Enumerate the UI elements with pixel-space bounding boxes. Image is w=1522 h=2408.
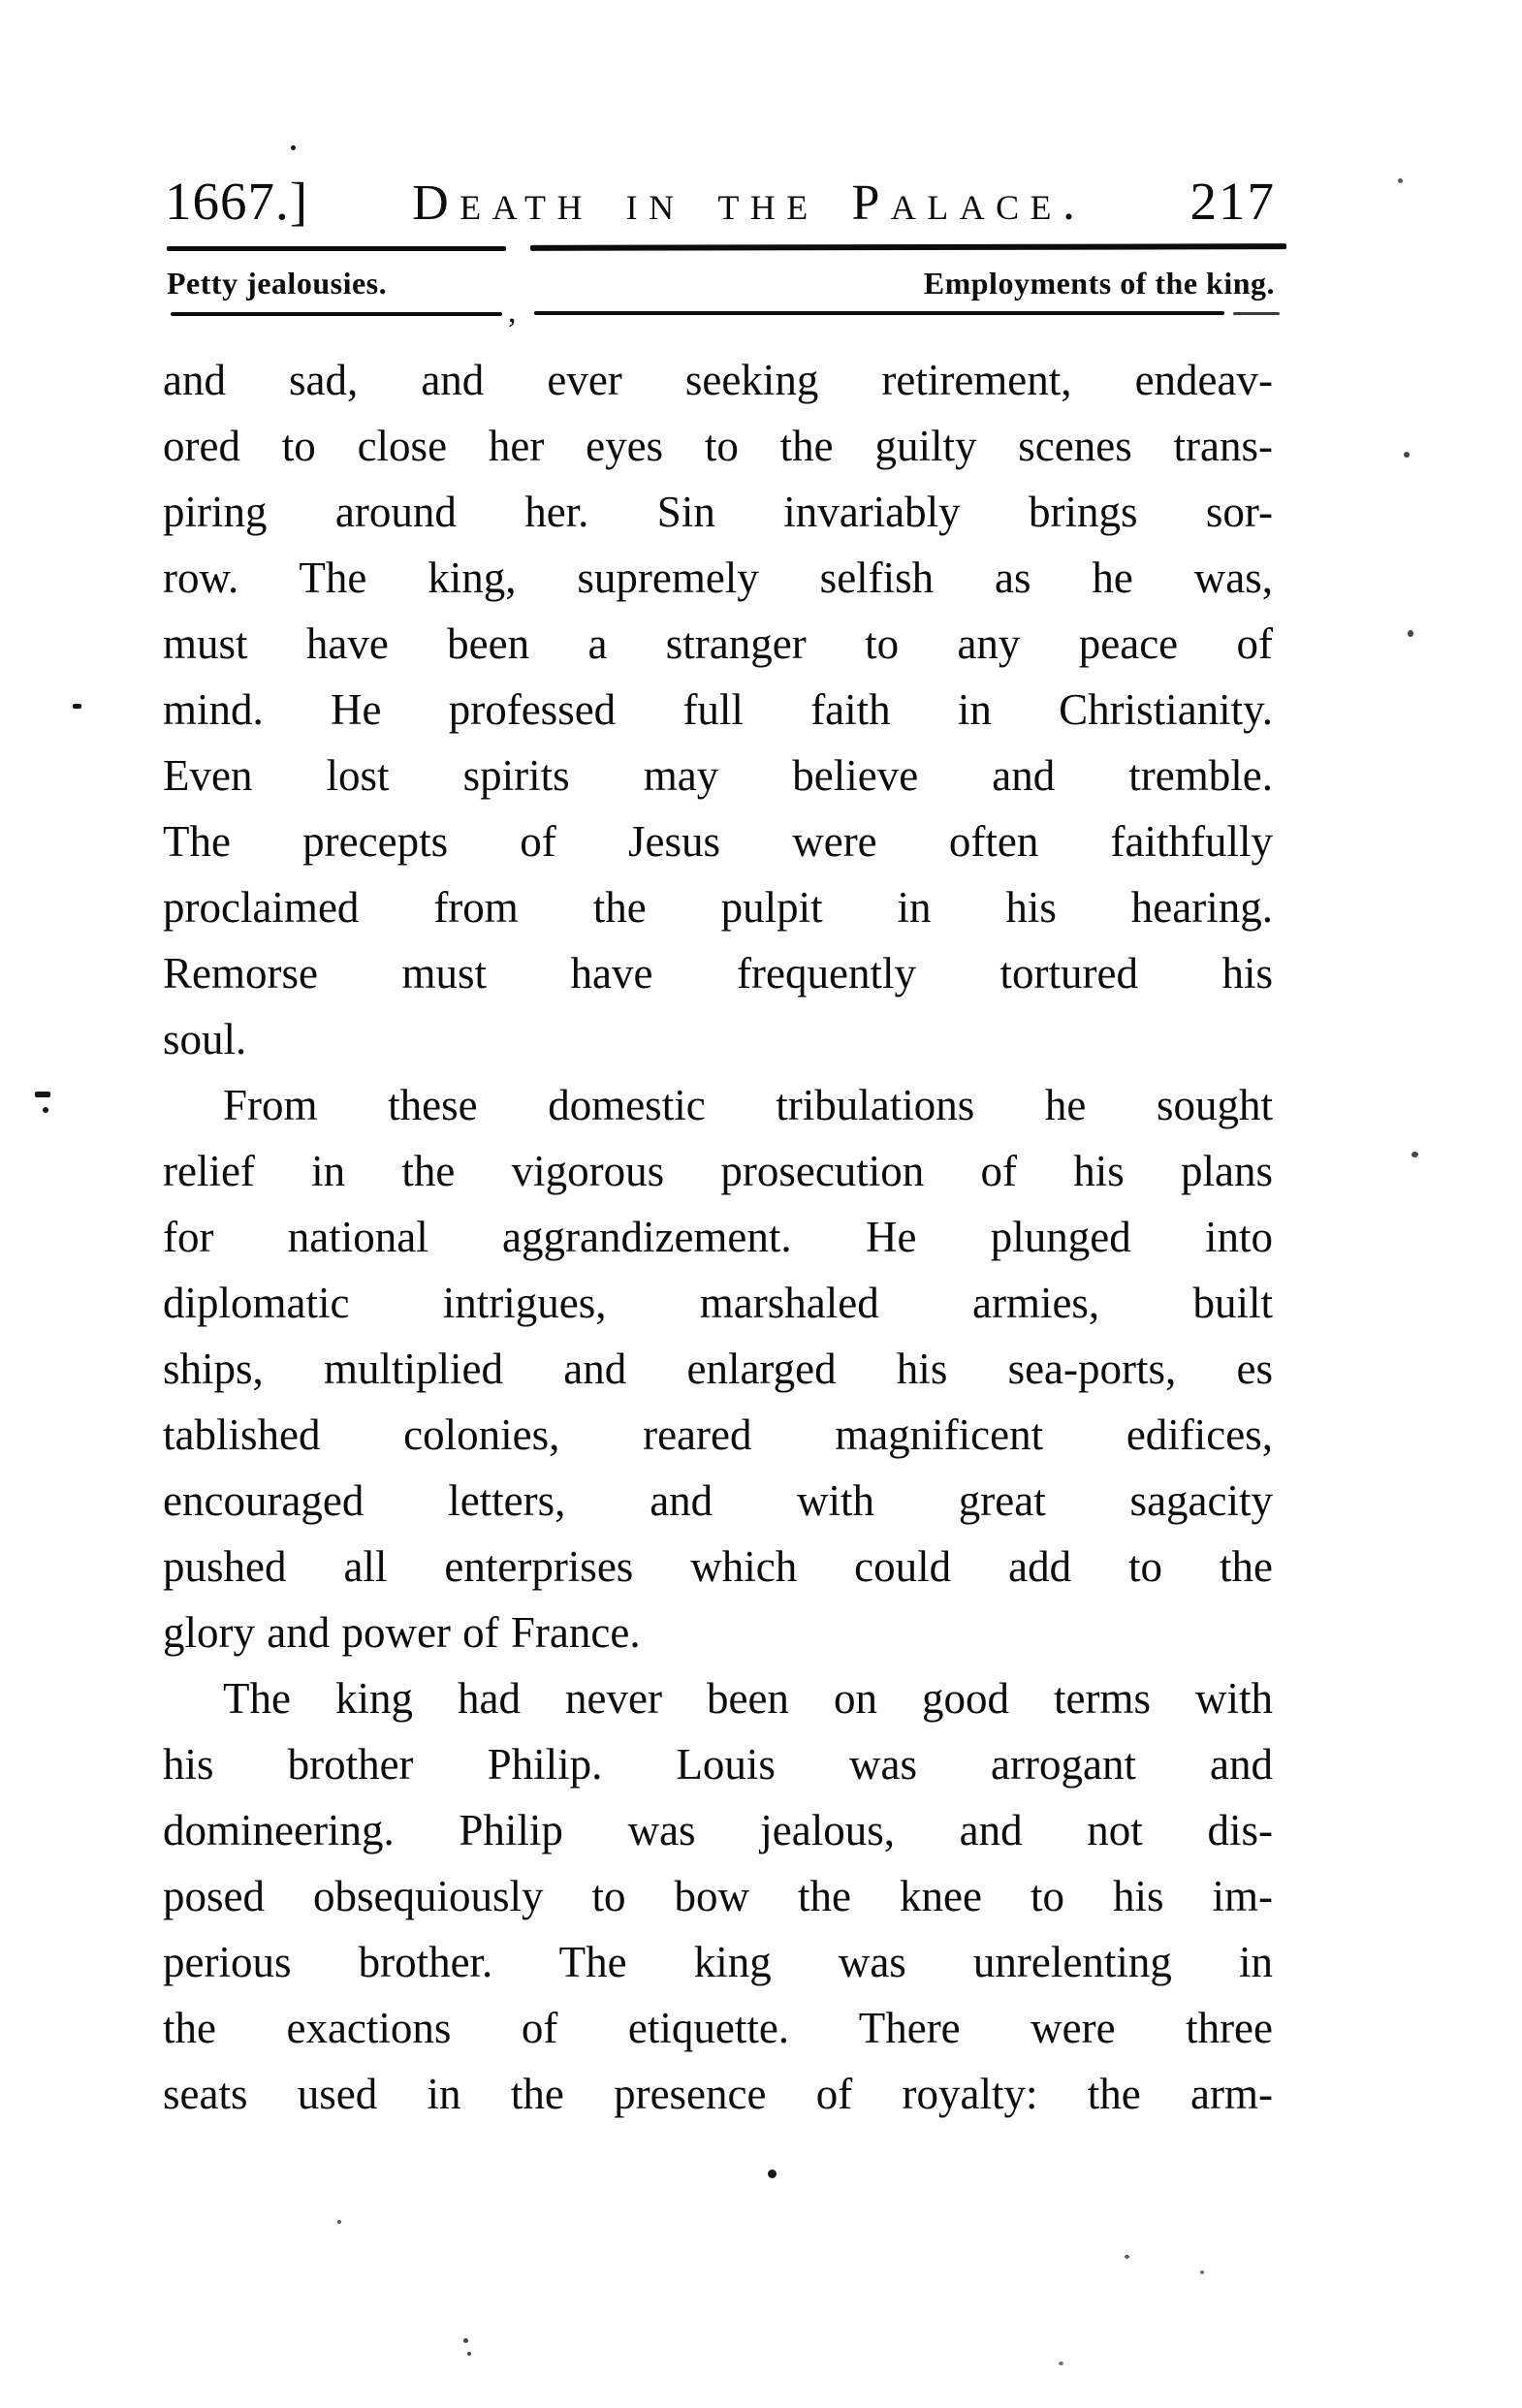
text-line: his brother Philip. Louis was arrogant and bbox=[163, 1740, 1273, 1789]
top-rule-right-segment bbox=[530, 243, 1286, 251]
body-text bbox=[163, 347, 1273, 2127]
scan-speck bbox=[1200, 2270, 1204, 2274]
scan-speck bbox=[73, 704, 81, 709]
text-line: ored to close her eyes to the guilty scenes trans- bbox=[163, 422, 1273, 470]
scan-speck bbox=[1411, 1152, 1418, 1157]
text-line: seats used in the presence of royalty: the arm- bbox=[163, 2070, 1273, 2118]
running-heads bbox=[167, 266, 1275, 301]
text-line: encouraged letters, and with great sagacity bbox=[163, 1476, 1273, 1525]
text-line: relief in the vigorous prosecution of his plans bbox=[163, 1147, 1273, 1195]
top-rule-left-segment bbox=[167, 246, 506, 251]
text-line: must have been a stranger to any peace of bbox=[163, 619, 1273, 668]
text-line: Remorse must have frequently tortured his bbox=[163, 949, 1273, 998]
scan-speck bbox=[1398, 178, 1403, 183]
text-line: posed obsequiously to bow the knee to his im- bbox=[163, 1872, 1273, 1920]
text-line: and sad, and ever seeking retirement, endeav- bbox=[163, 356, 1273, 404]
scan-speck bbox=[1125, 2255, 1129, 2259]
scan-speck bbox=[463, 2338, 468, 2343]
text-line: mind. He professed full faith in Christianity. bbox=[163, 685, 1273, 734]
scan-speck bbox=[467, 2352, 471, 2356]
bottom-rule-left-segment bbox=[171, 312, 502, 316]
text-line: soul. bbox=[163, 1015, 247, 1063]
text-line: piring around her. Sin invariably brings sor- bbox=[163, 488, 1273, 536]
comma-mark: , bbox=[508, 294, 517, 330]
bottom-rule-tail-segment bbox=[1233, 312, 1280, 315]
scan-speck bbox=[35, 1092, 50, 1097]
scan-speck bbox=[768, 2170, 777, 2178]
text-line: for national aggrandizement. He plunged into bbox=[163, 1213, 1273, 1261]
page-header bbox=[165, 171, 1276, 232]
scan-speck bbox=[1408, 630, 1413, 637]
page-number: 217 bbox=[1189, 172, 1276, 231]
text-line: perious brother. The king was unrelenting in bbox=[163, 1938, 1273, 1986]
scan-speck bbox=[337, 2220, 341, 2224]
text-line: The precepts of Jesus were often faithfully bbox=[163, 817, 1273, 866]
bottom-rule-right-segment bbox=[534, 311, 1224, 315]
header-year: 1667.] bbox=[165, 172, 309, 231]
text-line: Even lost spirits may believe and tremble. bbox=[163, 751, 1273, 800]
text-line: From these domestic tribulations he sought bbox=[223, 1081, 1273, 1129]
text-line: row. The king, supremely selfish as he was, bbox=[163, 554, 1273, 602]
text-line: the exactions of etiquette. There were three bbox=[163, 2004, 1273, 2052]
scan-speck bbox=[1059, 2361, 1063, 2365]
page-title: Death in the Palace. bbox=[412, 175, 1087, 231]
text-line: The king had never been on good terms with bbox=[223, 1674, 1273, 1723]
running-head-left: Petty jealousies. bbox=[167, 266, 388, 301]
scan-speck bbox=[291, 145, 296, 150]
text-line: glory and power of France. bbox=[163, 1608, 641, 1657]
text-line: tablished colonies, reared magnificent edifices, bbox=[163, 1410, 1273, 1459]
text-line: domineering. Philip was jealous, and not dis- bbox=[163, 1806, 1273, 1854]
text-line: ships, multiplied and enlarged his sea-ports, es bbox=[163, 1345, 1273, 1393]
text-line: pushed all enterprises which could add to the bbox=[163, 1542, 1273, 1591]
running-head-right: Employments of the king. bbox=[923, 266, 1275, 301]
text-line: diplomatic intrigues, marshaled armies, built bbox=[163, 1279, 1273, 1327]
scan-speck bbox=[43, 1107, 48, 1113]
scan-speck bbox=[1404, 452, 1410, 458]
text-line: proclaimed from the pulpit in his hearing. bbox=[163, 883, 1273, 932]
